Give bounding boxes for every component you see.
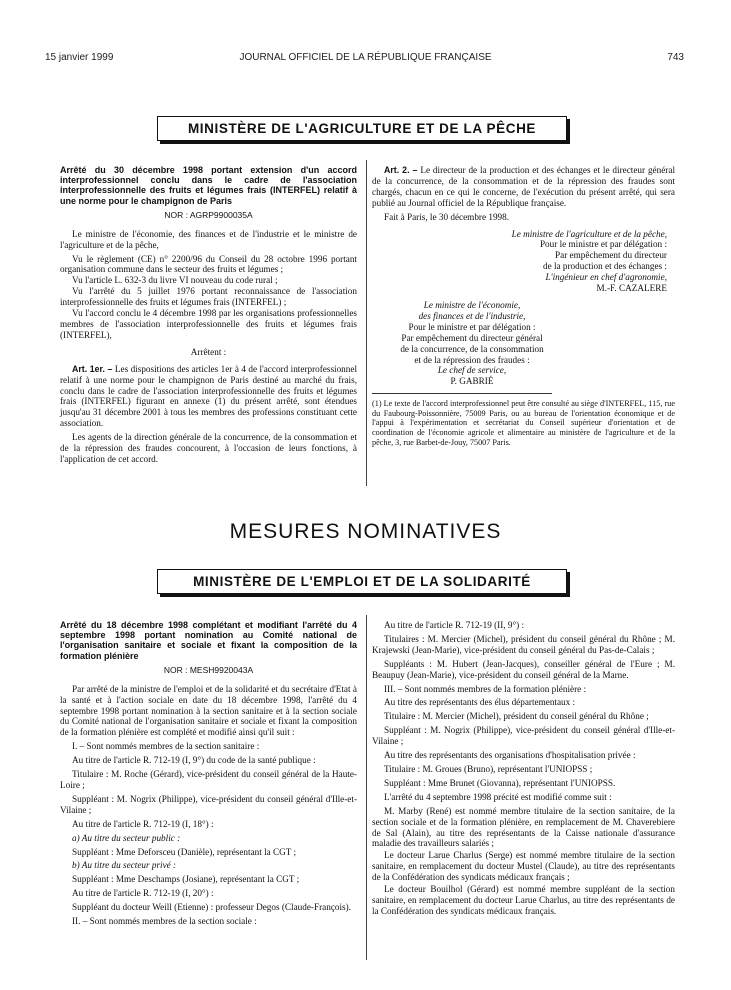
- signature-line: Le ministre de l'agriculture et de la pêche,: [511, 228, 667, 239]
- paragraph: Titulaires : M. Mercier (Michel), président du conseil général du Rhône ; M. Krajewski (Jean-Marie), vice-président du conseil général du Pas-de-Calais ;: [372, 633, 675, 655]
- paragraph: Vu l'accord conclu le 4 décembre 1998 par les organisations professionnelles membres de l'association interprofessionnelle des fruits et légumes frais (INTERFEL),: [60, 308, 357, 340]
- paragraph: III. – Sont nommés membres de la formation plénière :: [384, 683, 587, 694]
- article-text: Le directeur de la production et des échanges et le directeur général de la concurrence, de la consommation et de la répression des fraudes sont chargés, chacun en ce qui le concerne, de l'exécution du présent arrêté, qui sera publié au Journal officiel de la République française.: [372, 165, 675, 208]
- signature-line: Par empêchement du directeur général: [401, 332, 543, 343]
- paragraph: Le docteur Larue Charlus (Serge) est nommé membre titulaire de la section sanitaire, en remplacement du docteur Mustel (Claude), au titre des représentants de la Confédération des syndicats médicaux français ;: [372, 850, 675, 883]
- signature-line: et de la répression des fraudes :: [414, 354, 530, 365]
- column-divider: [366, 160, 367, 486]
- paragraph: b) Au titre du secteur privé :: [72, 860, 177, 871]
- section-title: MESURES NOMINATIVES: [229, 520, 502, 543]
- article-1: [60, 364, 357, 429]
- signature-line: L'ingénieur en chef d'agronomie,: [545, 272, 667, 283]
- paragraph: II. – Sont nommés membres de la section sociale :: [72, 916, 257, 927]
- footnote: (1) Le texte de l'accord interprofessionnel peut être consulté au siège d'INTERFEL, 115, rue du Faubourg-Poissonnière, 75009 Paris, ou au bureau de l'orientation économique et de l'appui à l'expérimentation et secrétariat du Conseil supérieur d'orientation et de coordination de l'économie agricole et alimentaire au ministère de l'agriculture et de la pêche, 3, rue Barbet-de-Jouy, 75007 Paris.: [372, 399, 675, 447]
- arrete-agriculture-left-column: [60, 165, 357, 468]
- paragraph: Suppléant : M. Nogrix (Philippe), vice-président du conseil général d'Ille-et-Vilaine ;: [372, 725, 675, 747]
- signature-name: M.-F. CAZALERE: [596, 283, 667, 294]
- signature-line: Le ministre de l'économie,: [423, 299, 521, 310]
- paragraph: Suppléant : Mme Deschamps (Josiane), représentant la CGT ;: [72, 874, 300, 885]
- paragraph: Vu l'article L. 632-3 du livre VI nouveau du code rural ;: [72, 275, 278, 286]
- paragraph: Titulaire : M. Groues (Bruno), représentant l'UNIOPSS ;: [384, 763, 593, 774]
- column-divider: [366, 615, 367, 960]
- signature-line: de la concurrence, de la consommation: [400, 343, 544, 354]
- ministry-box-agriculture: MINISTÈRE DE L'AGRICULTURE ET DE LA PÊCHE: [157, 116, 567, 141]
- article-label: Art. 2. –: [384, 165, 418, 175]
- paragraph: a) Au titre du secteur public :: [72, 832, 181, 843]
- signature-line: Le chef de service,: [437, 365, 507, 376]
- paragraph: Par arrêté de la ministre de l'emploi et de la solidarité et du secrétaire d'Etat à la santé et à l'action sociale en date du 18 décembre 1998, l'arrêté du 4 septembre 1998 portant nomination à la section sanitaire et à la section sociale du Comité national de l'organisation sanitaire et sociale et fixant la composition de la formation plénière est complété et modifié ainsi qu'il suit :: [60, 683, 357, 738]
- paragraph: Titulaire : M. Roche (Gérard), vice-président du conseil général de la Haute-Loire ;: [60, 769, 357, 790]
- arrete-emploi-left-column: [60, 620, 357, 930]
- article-2: [372, 165, 675, 209]
- paragraph: Vu l'arrêté du 5 juillet 1976 portant reconnaissance de l'association interprofessionnelle des fruits et légumes frais (INTERFEL) ;: [60, 286, 357, 308]
- paragraph: Au titre des représentants des organisations d'hospitalisation privée :: [384, 750, 636, 761]
- arrete-title: Arrêté du 18 décembre 1998 complétant et modifiant l'arrêté du 4 septembre 1998 portant nomination au Comité national de l'organisation sanitaire et sociale et fixant la composition de la formation plénière: [60, 620, 357, 661]
- paragraph: Les agents de la direction générale de la concurrence, de la consommation et de la répression des fraudes concourent, à l'occasion de leurs fonctions, à l'application de cet accord.: [60, 432, 357, 464]
- signature-line: de la production et des échanges :: [543, 261, 667, 272]
- signature-block-agriculture: [372, 229, 675, 294]
- article-text: Les dispositions des articles 1er à 4 de l'accord interprofessionnel relatif à une norme pour le champignon de Paris destiné au marché du frais, conclu dans le cadre de l'association interprofessionnelle des fruits et légumes frais (INTERFEL) figurant en annexe (1) du présent arrêté, sont étendues jusqu'au 31 décembre 2001 à tous les membres des professions constituant cette association.: [60, 363, 357, 429]
- header-page-number: 743: [667, 52, 684, 63]
- paragraph: Au titre de l'article R. 712-19 (II, 9°) :: [384, 620, 525, 630]
- signature-block-economie: [372, 300, 572, 387]
- nor-reference: NOR : AGRP9900035A: [164, 209, 253, 220]
- nor-reference: NOR : MESH9920043A: [163, 664, 254, 675]
- arrete-agriculture-right-column: [372, 165, 675, 447]
- signature-line: des finances et de l'industrie,: [418, 310, 526, 321]
- paragraph: Suppléant : Mme Deforsceu (Danièle), représentant la CGT ;: [72, 846, 297, 857]
- signature-line: Pour le ministre et par délégation :: [408, 321, 536, 332]
- paragraph: Suppléant : M. Nogrix (Philippe), vice-président du conseil général d'Ille-et-Vilaine ;: [60, 793, 357, 815]
- paragraph: Suppléant du docteur Weill (Etienne) : professeur Degos (Claude-François).: [72, 902, 351, 913]
- arrete-emploi-right-column: [372, 620, 675, 917]
- signature-name: P. GABRIÉ: [450, 376, 494, 387]
- article-label: Art. 1er. –: [72, 363, 113, 374]
- header-journal: JOURNAL OFFICIEL DE LA RÉPUBLIQUE FRANÇAISE: [239, 52, 492, 63]
- fait-a-paris: Fait à Paris, le 30 décembre 1998.: [384, 211, 510, 222]
- footnote-rule: [372, 393, 552, 394]
- header-date: 15 janvier 1999: [45, 52, 114, 63]
- signature-line: Pour le ministre et par délégation :: [539, 239, 667, 250]
- arrete-title: Arrêté du 30 décembre 1998 portant extension d'un accord interprofessionnel conclu dans le cadre de l'association interprofessionnelle des fruits et légumes frais (INTERFEL) relatif à une norme pour le champignon de Paris: [60, 165, 357, 206]
- paragraph: Suppléant : Mme Brunet (Giovanna), représentant l'UNIOPSS.: [384, 777, 616, 788]
- paragraph: I. – Sont nommés membres de la section sanitaire :: [72, 741, 260, 752]
- paragraph: Au titre de l'article R. 712-19 (I, 9°) du code de la santé publique :: [72, 755, 316, 766]
- paragraph: L'arrêté du 4 septembre 1998 précité est modifié comme suit :: [384, 791, 612, 802]
- paragraph: Titulaire : M. Mercier (Michel), président du conseil général du Rhône ;: [384, 711, 649, 722]
- signature-line: Par empêchement du directeur: [555, 250, 667, 261]
- paragraph: Au titre de l'article R. 712-19 (I, 20°) :: [72, 888, 214, 899]
- paragraph: Suppléants : M. Hubert (Jean-Jacques), conseiller général de l'Eure ; M. Beaupuy (Jean-Marie), vice-président du conseil général de la Marne.: [372, 658, 675, 680]
- paragraph: M. Marby (René) est nommé membre titulaire de la section sanitaire, de la section sociale et de la formation plénière, en remplacement de M. Chaverebiere de Sal (Alain), au titre des représentants de la Caisse nationale d'assurance maladie des travailleurs salariés ;: [372, 805, 675, 849]
- ministry-box-emploi: MINISTÈRE DE L'EMPLOI ET DE LA SOLIDARITÉ: [157, 569, 567, 594]
- arretent-heading: Arrêtent :: [190, 346, 227, 357]
- paragraph: Au titre de l'article R. 712-19 (I, 18°) :: [72, 818, 214, 829]
- paragraph: Au titre des représentants des élus départementaux :: [384, 697, 576, 708]
- paragraph: Le ministre de l'économie, des finances et de l'industrie et le ministre de l'agriculture et de la pêche,: [60, 228, 357, 250]
- paragraph: Le docteur Bouilhol (Gérard) est nommé membre suppléant de la section sanitaire, en remplacement du docteur Larue Charlus, au titre des représentants de la Confédération des syndicats médicaux français.: [372, 884, 675, 916]
- paragraph: Vu le règlement (CE) n° 2200/96 du Conseil du 28 octobre 1996 portant organisation commune dans le secteur des fruits et légumes ;: [60, 253, 357, 275]
